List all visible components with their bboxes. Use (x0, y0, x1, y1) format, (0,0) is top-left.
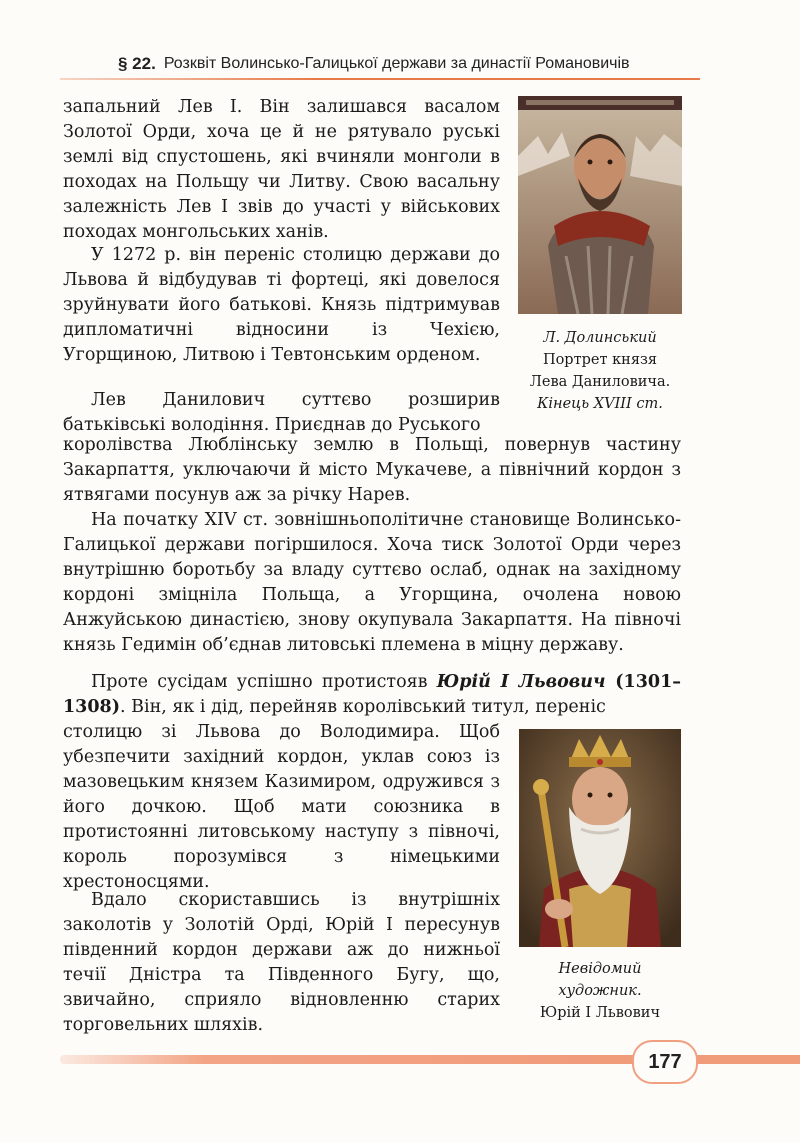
paragraph-5b: столицю зі Львова до Володимира. Щоб убезпечити західний кордон, уклав союз із мазовецьким князем Казимиром, одружився з його дочкою. Щоб мати союзника в протистоянні литовському наступу з півночі, король порозумівся з німецькими хрестоносцями. (63, 722, 500, 892)
paragraph-1: запальний Лев І. Він залишався васалом Золотої Орди, хоча це й не рятувало руські землі від спустошень, які вчиняли монголи в походах на Польщу чи Литву. Свою васальну залежність Лев І звів до участі у військових походах монгольських ханів. (63, 97, 500, 242)
ruler-dates: (1301–1308) (63, 672, 681, 717)
section-number: § 22. (118, 54, 156, 73)
portrait-yurii-image (519, 729, 681, 947)
caption-yurii (505, 958, 695, 1024)
caption-lev-line1: Портрет князя (542, 352, 658, 368)
portrait-lev-danylovych (518, 96, 682, 314)
footer-rule (60, 1055, 640, 1064)
footer-rule-right (690, 1055, 800, 1064)
section-title: Розквіт Волинсько-Галицької держави за династії Романовичів (163, 55, 630, 72)
paragraph-3b: королівства Люблінську землю в Польщі, повернув частину Закарпаття, уключаючи й місто Мукачеве, а північний кордон з ятвягами посунув аж за річку Нарев. (63, 435, 681, 505)
caption-lev-artist: Л. Долинський (543, 330, 657, 346)
caption-yurii-artist-2: художник. (558, 983, 642, 999)
paragraph-6: Вдало скориставшись із внутрішніх заколотів у Золотій Орді, Юрій І пересунув південний кордон держави аж до нижньої течії Дністра та Південного Бугу, що, звичайно, сприяло відновленню старих торговельних шляхів. (63, 890, 500, 1035)
caption-lev (505, 327, 695, 415)
caption-yurii-name: Юрій І Львович (539, 1005, 661, 1021)
caption-lev-date: Кінець XVIII ст. (537, 396, 663, 412)
header-rule (60, 78, 700, 80)
ruler-name: Юрій І Львович (436, 672, 606, 692)
running-header (118, 50, 700, 78)
paragraph-5-pre: Проте сусідам успішно протистояв (91, 672, 437, 692)
paragraph-2: У 1272 р. він переніс столицю держави до Львова й відбудував ті фортеці, які довелося зруйнувати його батькові. Князь підтримував дипломатичні відносини із Чехією, Угорщиною, Литвою і Тевтонським орденом. (63, 245, 500, 365)
caption-yurii-artist-1: Невідомий (558, 961, 642, 977)
caption-lev-line2: Лева Даниловича. (529, 374, 671, 390)
page-number: 177 (632, 1040, 698, 1084)
paragraph-4: На початку XIV ст. зовнішньополітичне становище Волинсько-Галицької держави погіршилося. Хоча тиск Золотої Орди через внутрішню боротьбу за владу суттєво ослаб, однак на західному кордоні зміцніла Польща, а Угорщина, очолена новою Анжуйською династією, знову окупувала Закарпаття. На півночі князь Гедимін об’єднав литовські племена в міцну державу. (63, 510, 681, 655)
portrait-lev-image (518, 96, 682, 314)
paragraph-5-post: . Він, як і дід, перейняв королівський титул, переніс (120, 697, 606, 717)
portrait-yurii-lvovych (519, 729, 681, 947)
paragraph-5a (63, 670, 681, 720)
paragraph-3a: Лев Данилович суттєво розширив батьківські володіння. Приєднав до Руського (63, 390, 500, 435)
